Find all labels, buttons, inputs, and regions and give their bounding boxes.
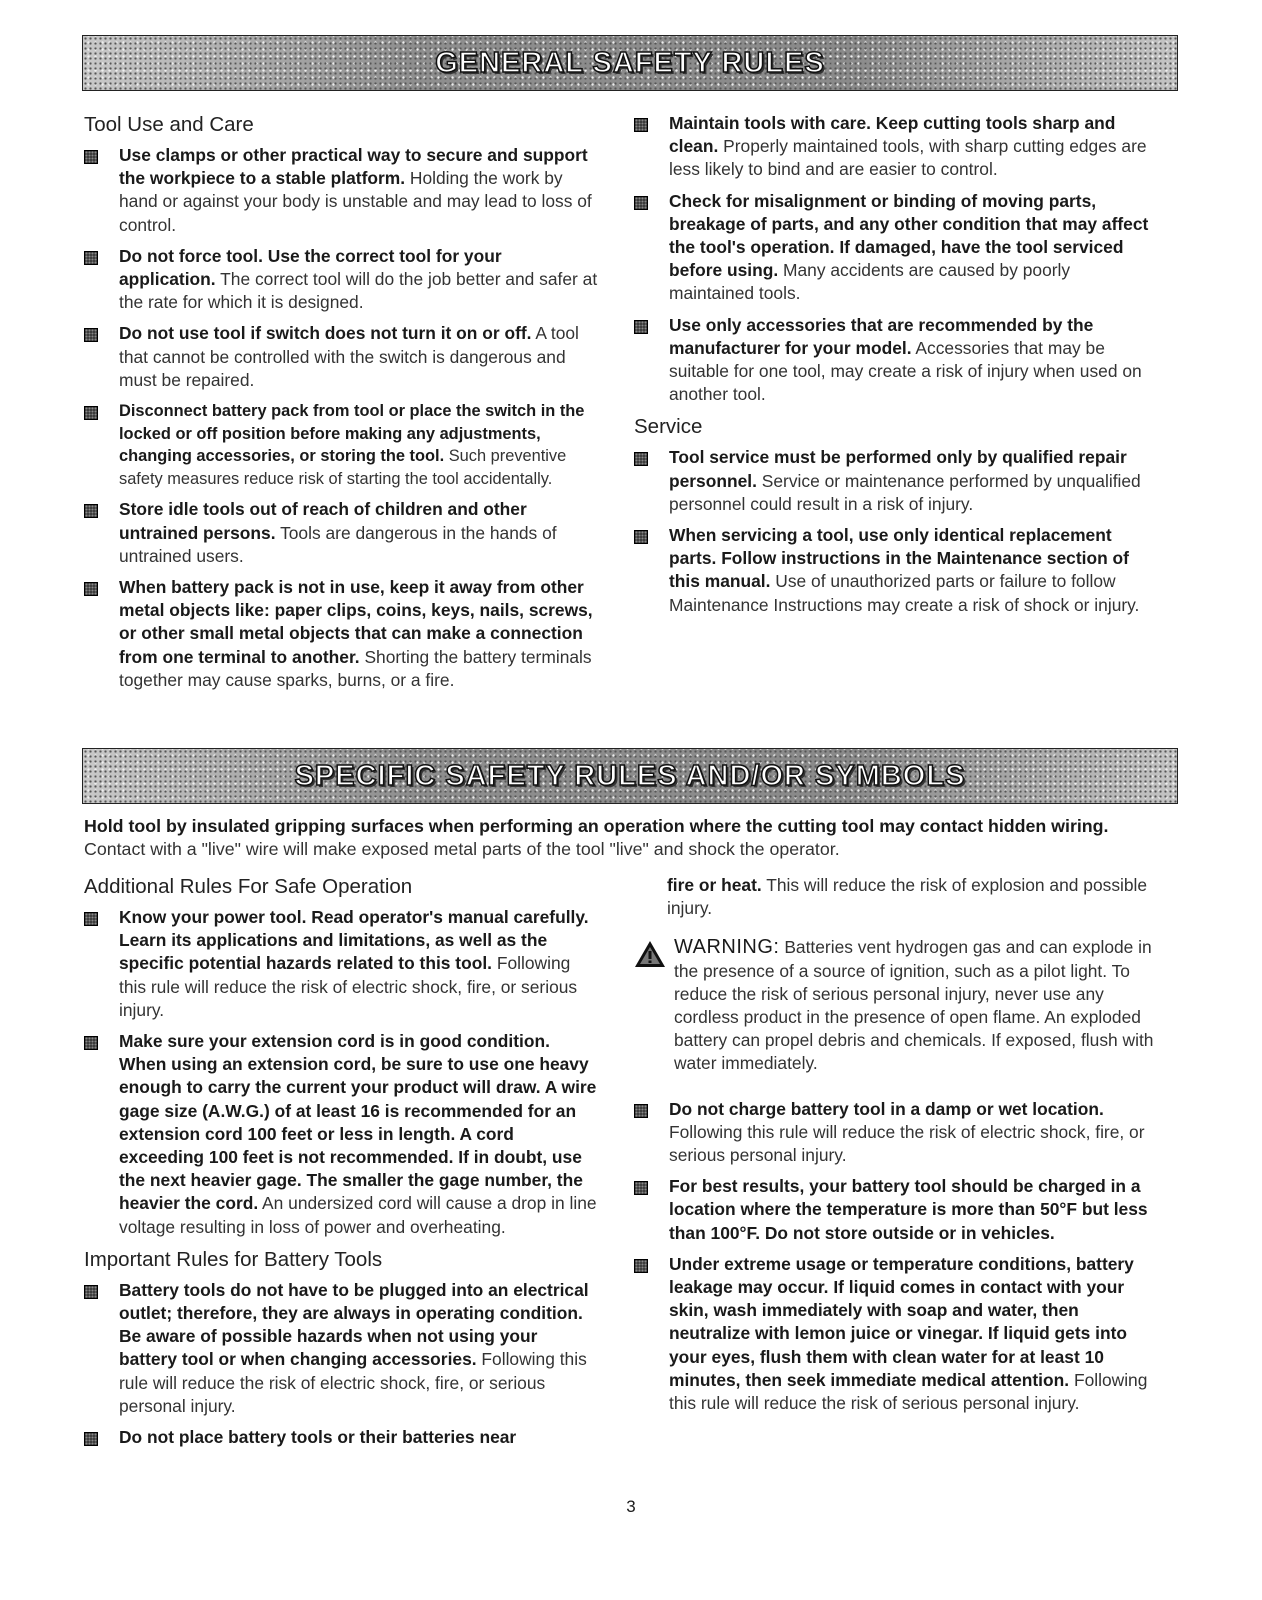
continued-text: fire or heat. This will reduce the risk of explosion and possible injury. <box>667 875 1148 919</box>
banner-title: SPECIFIC SAFETY RULES AND/OR SYMBOLS <box>294 759 966 792</box>
bullet-icon <box>634 530 648 544</box>
bullet-icon <box>84 504 98 518</box>
bullet-icon <box>634 118 648 132</box>
rule-item: Know your power tool. Read operator's manual carefully. Learn its applications and limitations, as well as the specific potential hazards related to this tool. Following this rule will reduce the risk of electric shock, fire, or serious injury. <box>84 906 599 1022</box>
bullet-icon <box>84 328 98 342</box>
rule-item: Under extreme usage or temperature conditions, battery leakage may occur. If liquid comes in contact with your skin, wash immediately with soap and water, then neutralize with lemon juice or vinegar. If liquid gets into your eyes, flush them with clean water for at least 10 minutes, then seek immediate medical attention. Following this rule will reduce the risk of serious personal injury. <box>634 1253 1154 1415</box>
section-heading: Additional Rules For Safe Operation <box>84 875 413 898</box>
rule-item: Maintain tools with care. Keep cutting tools sharp and clean. Properly maintained tools, with sharp cutting edges are less likely to bind and are easier to control. <box>634 112 1154 182</box>
rule-item: Do not use tool if switch does not turn it on or off. A tool that cannot be controlled with the switch is dangerous and must be repaired. <box>84 322 599 392</box>
general-safety-rules-banner <box>82 35 1178 91</box>
rule-item: Do not charge battery tool in a damp or wet location. Following this rule will reduce the risk of electric shock, fire, or serious personal injury. <box>634 1098 1154 1168</box>
specific-safety-rules-banner <box>82 748 1178 804</box>
rule-item: Battery tools do not have to be plugged into an electrical outlet; therefore, they are always in operating condition. Be aware of possible hazards when not using your battery tool or when changing accessories. Following this rule will reduce the risk of electric shock, fire, or serious personal injury. <box>84 1279 599 1418</box>
warning-block: WARNING: Batteries vent hydrogen gas and can explode in the presence of a source of ignition, such as a pilot light. To reduce the risk of serious personal injury, never use any cordless product in the presence of open flame. An exploded battery can propel debris and chemicals. If exposed, flush with water immediately. <box>634 936 1154 1075</box>
bullet-icon <box>84 1036 98 1050</box>
page-number: 3 <box>626 1497 636 1516</box>
bullet-icon <box>84 912 98 926</box>
rule-item: Make sure your extension cord is in good condition. When using an extension cord, be sure to use one heavy enough to carry the current your product will draw. A wire gage size (A.W.G.) of at least 16 is recommended for an extension cord 100 feet or less in length. A cord exceeding 100 feet is not recommended. If in doubt, use the next heavier gage. The smaller the gage number, the heavier the cord. An undersized cord will cause a drop in line voltage resulting in loss of power and overheating. <box>84 1030 599 1239</box>
rule-item: Disconnect battery pack from tool or place the switch in the locked or off position before making any adjustments, changing accessories, or storing the tool. Such preventive safety measures reduce risk of starting the tool accidentally. <box>84 400 599 490</box>
rule-item: Check for misalignment or binding of moving parts, breakage of parts, and any other condition that may affect the tool's operation. If damaged, have the tool serviced before using. Many accidents are caused by poorly maintained tools. <box>634 190 1154 306</box>
bullet-icon <box>84 582 98 596</box>
rule-item: Use clamps or other practical way to secure and support the workpiece to a stable platform. Holding the work by hand or against your body is unstable and may lead to loss of control. <box>84 144 599 237</box>
section-heading: Tool Use and Care <box>84 113 254 136</box>
bullet-icon <box>84 1432 98 1446</box>
bullet-icon <box>84 150 98 164</box>
bullet-icon <box>84 406 98 420</box>
bullet-icon <box>634 1104 648 1118</box>
rule-item: Do not force tool. Use the correct tool for your application. The correct tool will do the job better and safer at the rate for which it is designed. <box>84 245 599 315</box>
warning-label: WARNING: <box>674 936 780 959</box>
banner-title: GENERAL SAFETY RULES <box>435 46 825 79</box>
bullet-icon <box>634 196 648 210</box>
warning-triangle-icon <box>634 940 666 968</box>
bullet-icon <box>634 1259 648 1273</box>
rule-item: Use only accessories that are recommended by the manufacturer for your model. Accessories that may be suitable for one tool, may create a risk of injury when used on another tool. <box>634 314 1154 407</box>
tool-use-section <box>84 112 599 700</box>
rule-item: Do not place battery tools or their batteries near <box>84 1426 599 1449</box>
battery-heading: Important Rules for Battery Tools <box>84 1247 383 1271</box>
rule-item: For best results, your battery tool should be charged in a location where the temperature is more than 50°F but less than 100°F. Do not store outside or in vehicles. <box>634 1175 1154 1245</box>
rule-item: When battery pack is not in use, keep it away from other metal objects like: paper clips, coins, keys, nails, screws, or other small metal objects that can make a connection from one terminal to another. Shorting the battery terminals together may cause sparks, burns, or a fire. <box>84 576 599 692</box>
bullet-icon <box>634 320 648 334</box>
rule-item: Store idle tools out of reach of children and other untrained persons. Tools are dangerous in the hands of untrained users. <box>84 498 599 568</box>
tool-use-continued-section <box>634 112 1154 625</box>
service-heading: Service <box>634 415 703 439</box>
rule-item: Tool service must be performed only by qualified repair personnel. Service or maintenance performed by unqualified personnel could result in a risk of injury. <box>634 446 1154 516</box>
bullet-icon <box>84 1285 98 1299</box>
bullet-icon <box>634 1181 648 1195</box>
bullet-icon <box>84 251 98 265</box>
battery-rules-continued <box>634 874 1154 1423</box>
bullet-icon <box>634 452 648 466</box>
additional-rules-section <box>84 874 599 1457</box>
hidden-wiring-rule: Hold tool by insulated gripping surfaces when performing an operation where the cutting tool may contact hidden wiring. Contact with a "live" wire will make exposed metal parts of the tool "live" and shock the operator. <box>84 816 1109 860</box>
rule-item: When servicing a tool, use only identical replacement parts. Follow instructions in the Maintenance section of this manual. Use of unauthorized parts or failure to follow Maintenance Instructions may create a risk of shock or injury. <box>634 524 1154 617</box>
